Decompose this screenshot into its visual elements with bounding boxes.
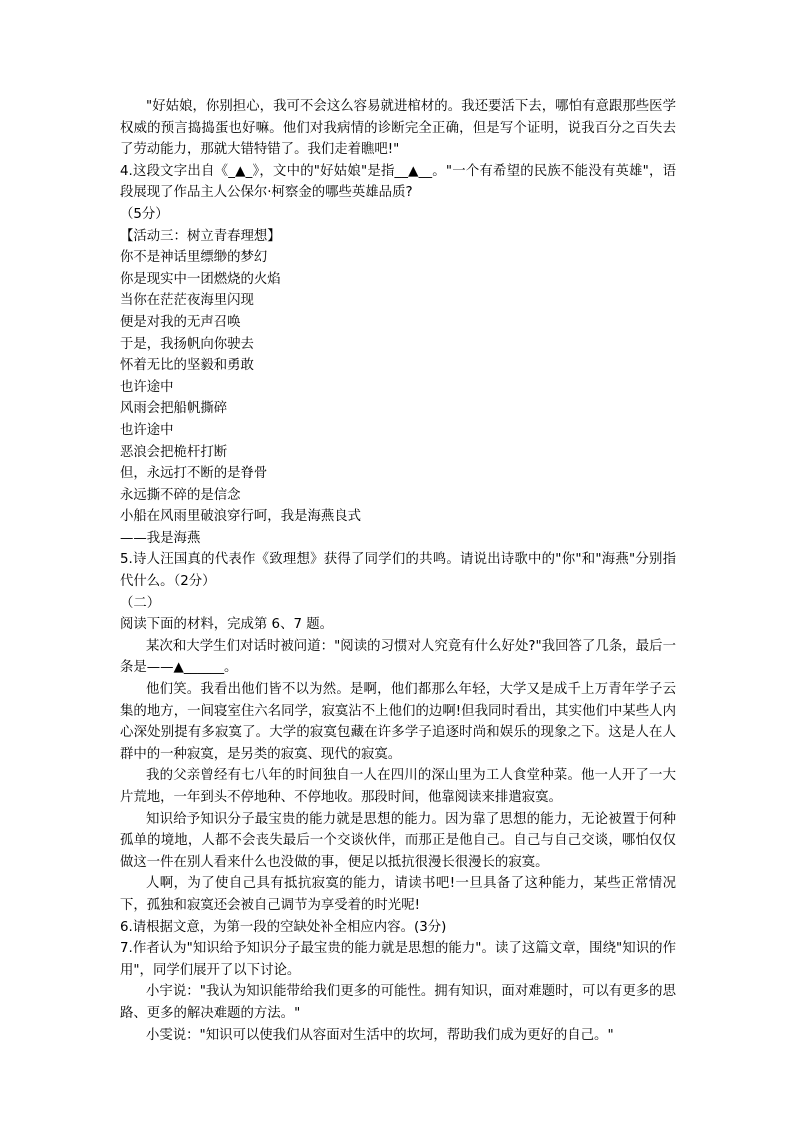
passage-paragraph-5: 人啊，为了使自己具有抵抗寂寞的能力，请读书吧!一旦具备了这种能力，某些正常情况下，孤独和寂寞还会被自己调节为享受着的时光呢! (120, 876, 676, 913)
activity-heading: 【活动三：树立青春理想】 (120, 228, 281, 244)
poem-line: 恶浪会把桅杆打断 (120, 444, 228, 460)
question-6: 6.请根据文意，为第一段的空缺处补全相应内容。(3分) (120, 919, 447, 935)
quote-paragraph: "好姑娘，你别担心，我可不会这么容易就进棺材的。我还要活下去，哪怕有意跟那些医学权威的预言捣捣蛋也好嘛。他们对我病情的诊断完全正确，但是写个证明，说我百分之百失去了劳动能力，那就大错特错了。我们走着瞧吧!" (120, 99, 676, 158)
question-4: 4.这段文字出自《_▲_》，文中的"好姑娘"是指__▲__。"一个有希望的民族不能没有英雄"，语段展现了作品主人公保尔·柯察金的哪些英雄品质? (120, 163, 676, 201)
poem-line: 便是对我的无声召唤 (120, 314, 241, 330)
poem-line: 但，永远打不断的是脊骨 (120, 466, 268, 482)
question-5: 5.诗人汪国真的代表作《致理想》获得了同学们的共鸣。请说出诗歌中的"你"和"海燕"分别指代什么。（2分） (120, 552, 676, 590)
discussion-xiaowen: 小雯说："知识可以使我们从容面对生活中的坎坷，帮助我们成为更好的自己。" (146, 1027, 614, 1043)
poem-line: 风雨会把船帆撕碎 (120, 401, 228, 417)
poem-line: 你是现实中一团燃烧的火焰 (120, 271, 281, 287)
section-heading: （二） (120, 595, 161, 611)
poem-line: ——我是海燕 (120, 530, 201, 546)
poem-line: 也许途中 (120, 379, 174, 395)
question-4-score: （5分） (120, 206, 169, 222)
question-7: 7.作者认为"知识给予知识分子最宝贵的能力就是思想的能力"。读了这篇文章，围绕"知识的作用"，同学们展开了以下讨论。 (120, 941, 676, 978)
passage-paragraph-3: 我的父亲曾经有七八年的时间独自一人在四川的深山里为工人食堂种菜。他一人开了一大片荒地，一年到头不停地种、不停地收。那段时间，他靠阅读来排遣寂寞。 (120, 768, 676, 805)
poem-line: 于是，我扬帆向你驶去 (120, 336, 254, 352)
passage-paragraph-1: 某次和大学生们对话时被问道："阅读的习惯对人究竟有什么好处?"我回答了几条，最后一条是——▲______。 (120, 638, 676, 676)
poem-line: 怀着无比的坚毅和勇敢 (120, 358, 254, 374)
poem (120, 247, 676, 549)
reading-instruction: 阅读下面的材料，完成第 6、7 题。 (120, 617, 334, 633)
poem-line: 小船在风雨里破浪穿行呵，我是海燕良式 (120, 509, 362, 525)
document-page (120, 96, 676, 1046)
passage-paragraph-4: 知识给予知识分子最宝贵的能力就是思想的能力。因为靠了思想的能力，无论被置于何种孤单的境地，人都不会丧失最后一个交谈伙伴，而那正是他自己。自己与自己交谈，哪怕仅仅做这一件在别人看来什么也没做的事，便足以抵抗很漫长很漫长的寂寞。 (120, 811, 676, 870)
poem-line: 也许途中 (120, 422, 174, 438)
poem-line: 当你在茫茫夜海里闪现 (120, 293, 254, 309)
discussion-xiaoyu: 小宇说："我认为知识能带给我们更多的可能性。拥有知识，面对难题时，可以有更多的思路、更多的解决难题的方法。" (120, 984, 676, 1021)
passage-paragraph-2: 他们笑。我看出他们皆不以为然。是啊，他们都那么年轻，大学又是成千上万青年学子云集的地方，一间寝室住六名同学，寂寞沾不上他们的边啊!但我同时看出，其实他们中某些人内心深处别提有多寂寞了。大学的寂寞包藏在许多学子追逐时尚和娱乐的现象之下。这是人在人群中的一种寂寞，是另类的寂寞、现代的寂寞。 (120, 682, 676, 762)
poem-line: 永远撕不碎的是信念 (120, 487, 241, 503)
poem-line: 你不是神话里缥缈的梦幻 (120, 250, 268, 266)
